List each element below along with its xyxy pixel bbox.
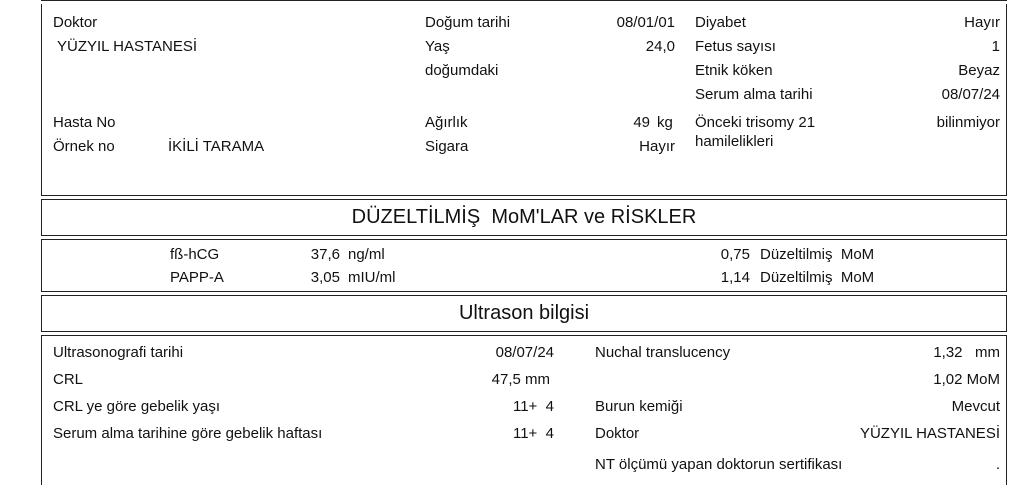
ga-serum-label: Serum alma tarihine göre gebelik haftası xyxy=(53,425,323,442)
patient-info-box xyxy=(41,4,1007,196)
top-rule xyxy=(41,0,1007,1)
weight-value: 49 xyxy=(633,114,650,131)
marker-mom-value: 1,14 xyxy=(720,269,750,286)
nt-cert-label: NT ölçümü yapan doktorun sertifikası xyxy=(595,456,843,473)
us-doctor-value: YÜZYIL HASTANESİ xyxy=(859,425,1000,442)
prev-trisomy-value: bilinmiyor xyxy=(936,114,1000,131)
marker-value: 3,05 xyxy=(310,269,340,286)
serum-date-value: 08/07/24 xyxy=(941,86,1000,103)
marker-unit: mIU/ml xyxy=(348,269,396,286)
diabetes-label: Diyabet xyxy=(695,14,746,31)
fetus-value: 1 xyxy=(991,38,1000,55)
crl-label: CRL xyxy=(53,371,84,388)
marker-mom-label: Düzeltilmiş MoM xyxy=(760,269,875,286)
nt-mom-value: 1,02 MoM xyxy=(933,371,1000,388)
ga-crl-value: 11+ 4 xyxy=(512,398,554,415)
us-date-value: 08/07/24 xyxy=(495,344,554,361)
nt-value: 1,32 mm xyxy=(933,344,1000,361)
serum-date-label: Serum alma tarihi xyxy=(695,86,813,103)
ethnic-value: Beyaz xyxy=(958,62,1000,79)
prev-trisomy-label-1: Önceki trisomy 21 xyxy=(695,114,816,131)
doctor-value: YÜZYIL HASTANESİ xyxy=(57,38,198,55)
ultrasound-section-title: Ultrason bilgisi xyxy=(458,302,590,324)
smoking-label: Sigara xyxy=(425,138,469,155)
weight-unit: kg xyxy=(657,114,673,131)
diabetes-value: Hayır xyxy=(964,14,1000,31)
ultrasound-title-box xyxy=(41,295,1007,332)
sample-no-value: İKİLİ TARAMA xyxy=(168,138,265,155)
ethnic-label: Etnik köken xyxy=(695,62,773,79)
dob-value: 08/01/01 xyxy=(616,14,675,31)
age-sub-label: doğumdaki xyxy=(425,62,499,79)
mom-title-box xyxy=(41,199,1007,236)
age-value: 24,0 xyxy=(645,38,675,55)
sample-no-label: Örnek no xyxy=(53,138,115,155)
marker-mom-label: Düzeltilmiş MoM xyxy=(760,246,875,263)
marker-name: fß-hCG xyxy=(170,246,220,263)
nt-label: Nuchal translucency xyxy=(595,344,731,361)
nasal-bone-label: Burun kemiği xyxy=(595,398,683,415)
weight-label: Ağırlık xyxy=(425,114,468,131)
marker-name: PAPP-A xyxy=(170,269,224,286)
marker-unit: ng/ml xyxy=(348,246,385,263)
us-doctor-label: Doktor xyxy=(595,425,640,442)
fetus-label: Fetus sayısı xyxy=(695,38,776,55)
prev-trisomy-label-2: hamilelikleri xyxy=(695,133,774,150)
marker-value: 37,6 xyxy=(310,246,340,263)
age-label: Yaş xyxy=(425,38,450,55)
dob-label: Doğum tarihi xyxy=(425,14,511,31)
nasal-bone-value: Mevcut xyxy=(951,398,1000,415)
doctor-label: Doktor xyxy=(53,14,98,31)
nt-cert-value: . xyxy=(995,456,1000,473)
ga-crl-label: CRL ye göre gebelik yaşı xyxy=(53,398,221,415)
patient-no-label: Hasta No xyxy=(53,114,116,131)
crl-value: 47,5 mm xyxy=(491,371,550,388)
marker-mom-value: 0,75 xyxy=(720,246,750,263)
mom-section-title: DÜZELTİLMİŞ MoM'LAR ve RİSKLER xyxy=(351,206,697,228)
ga-serum-value: 11+ 4 xyxy=(512,425,554,442)
smoking-value: Hayır xyxy=(639,138,675,155)
us-date-label: Ultrasonografi tarihi xyxy=(53,344,184,361)
